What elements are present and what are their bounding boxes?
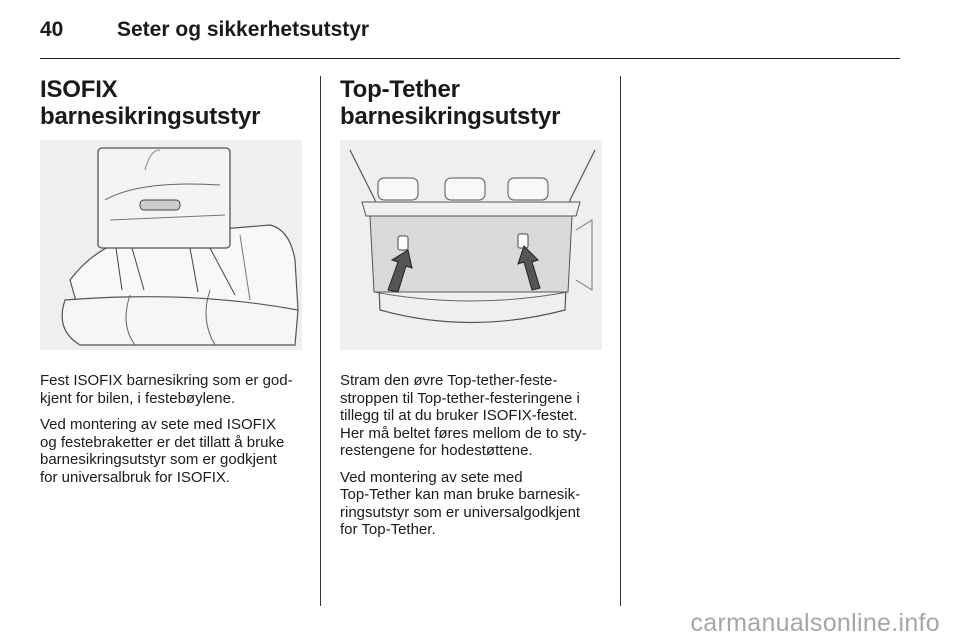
header-rule <box>40 58 900 59</box>
top-tether-cargo-illustration <box>340 140 602 350</box>
isofix-paragraph-2 <box>40 416 308 486</box>
isofix-p2-line-3: barnesikringsutstyr som er godkjent <box>40 451 277 468</box>
column-divider-2 <box>620 76 621 606</box>
watermark: carmanualsonline.info <box>690 609 940 637</box>
isofix-seat-illustration <box>40 140 302 350</box>
page-number: 40 <box>40 18 64 41</box>
column-top-tether <box>340 76 608 548</box>
top-tether-p1-line-3: tillegg til at du bruker ISOFIX-festet. <box>340 407 578 424</box>
top-tether-p1-line-4: Her må beltet føres mellom de to sty- <box>340 424 587 442</box>
isofix-p1-line-2: kjent for bilen, i festebøylene. <box>40 389 236 407</box>
top-tether-paragraph-2 <box>340 469 608 539</box>
top-tether-heading <box>340 76 608 130</box>
top-tether-p2-line-1: Ved montering av sete med <box>340 468 523 486</box>
isofix-heading-line-1: ISOFIX <box>40 76 118 103</box>
section-header-title: Seter og sikkerhetsutstyr <box>117 18 370 41</box>
top-tether-heading-line-1: Top-Tether <box>340 76 460 103</box>
top-tether-p1-line-5: restengene for hodestøttene. <box>340 442 533 459</box>
isofix-p2-line-1: Ved montering av sete med ISOFIX <box>40 416 276 433</box>
isofix-paragraph-1 <box>40 372 308 407</box>
isofix-p1-line-1: Fest ISOFIX barnesikring som er god- <box>40 372 293 389</box>
isofix-p2-line-2: og festebraketter er det tillatt å bruke <box>40 433 285 451</box>
top-tether-p2-line-4: for Top-Tether. <box>340 521 436 538</box>
top-tether-p2-line-3: ringsutstyr som er universalgodkjent <box>340 503 581 521</box>
top-tether-paragraph-1 <box>340 372 608 460</box>
isofix-heading-line-2: barnesikringsutstyr <box>40 103 261 130</box>
top-tether-p2-line-2: Top-Tether kan man bruke barnesik- <box>340 486 581 503</box>
column-divider-1 <box>320 76 321 606</box>
top-tether-heading-line-2: barnesikringsutstyr <box>340 103 561 130</box>
top-tether-p1-line-1: Stram den øvre Top-tether-feste- <box>340 372 558 389</box>
isofix-seat-drawing <box>40 140 302 350</box>
isofix-heading <box>40 76 308 130</box>
top-tether-cargo-drawing <box>340 140 602 350</box>
isofix-p2-line-4: for universalbruk for ISOFIX. <box>40 468 231 486</box>
top-tether-p1-line-2: stroppen til Top-tether-festeringene i <box>340 389 580 407</box>
column-isofix <box>40 76 308 495</box>
